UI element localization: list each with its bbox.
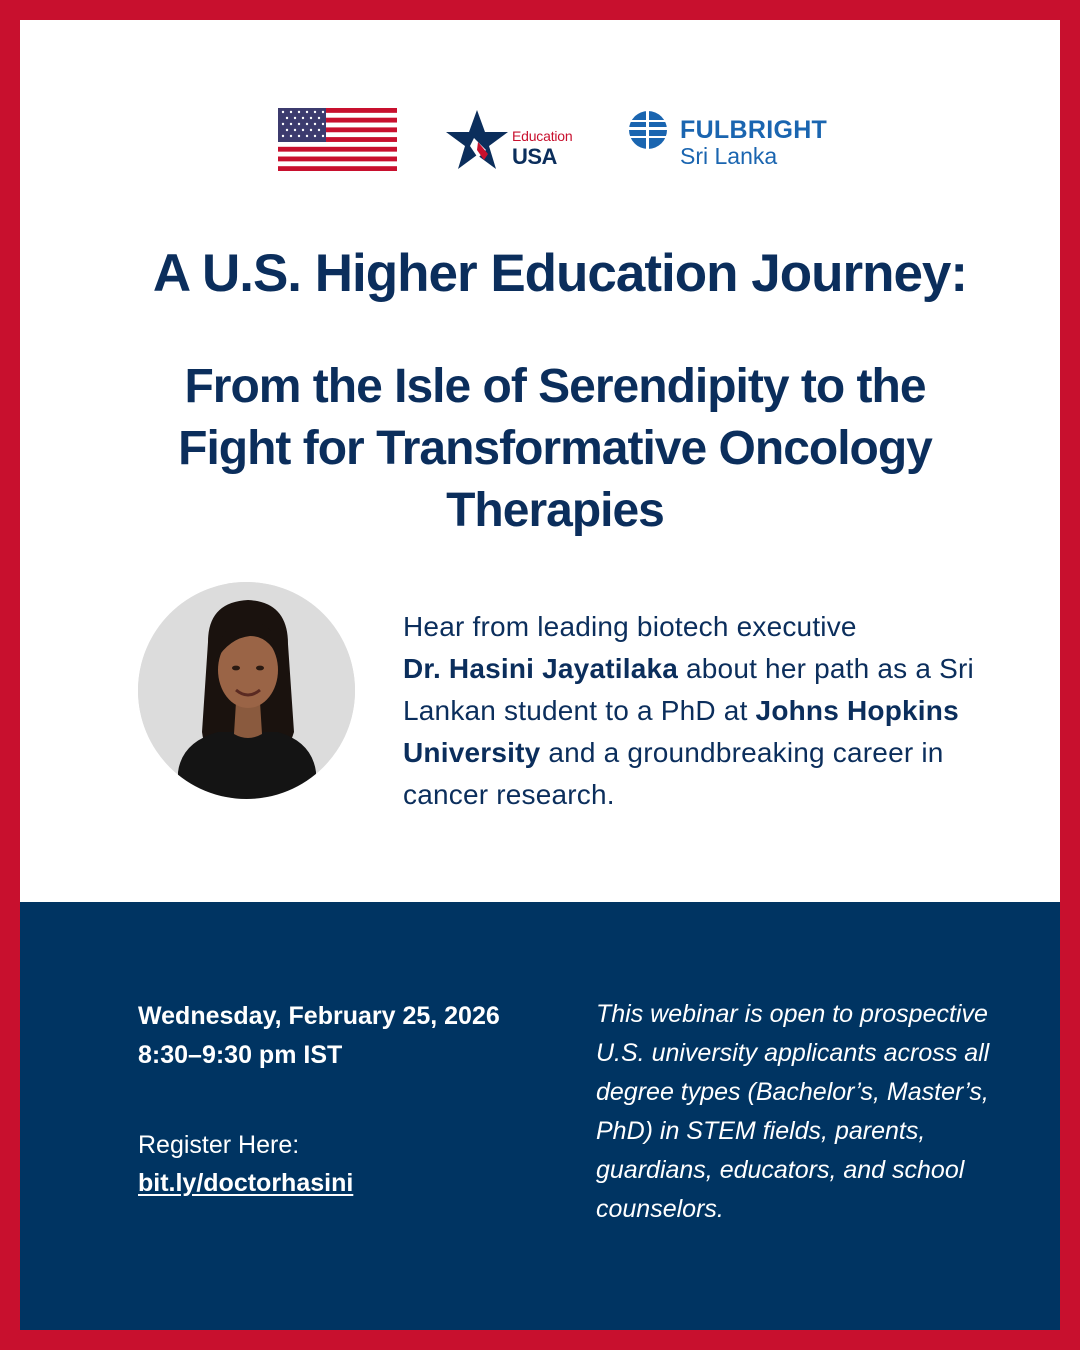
audience-note: This webinar is open to prospective U.S. university applicants across all degree types (Bachelor’s, Master’s, PhD) in STEM fields, parents, guardians, educators, and school counselors. bbox=[596, 1000, 990, 1223]
event-time: 8:30–9:30 pm IST bbox=[138, 1041, 343, 1069]
page-title: A U.S. Higher Education Journey: bbox=[152, 244, 968, 303]
event-date: Wednesday, February 25, 2026 bbox=[138, 1002, 500, 1030]
subtitle-line-1: From the Isle of Serendipity to the bbox=[184, 360, 926, 413]
us-flag-icon bbox=[278, 108, 397, 171]
fulbright-name: FULBRIGHT bbox=[680, 116, 828, 144]
speaker-name: Dr. Hasini Jayatilaka bbox=[403, 653, 679, 684]
speaker-portrait-icon bbox=[138, 582, 355, 799]
speaker-university: Johns Hopkins University bbox=[403, 695, 959, 768]
fulbright-logo bbox=[628, 110, 858, 170]
poster-top-panel bbox=[20, 20, 1060, 902]
speaker-description bbox=[403, 606, 1003, 816]
fulbright-globe-icon bbox=[628, 110, 668, 150]
education-usa-star-icon bbox=[444, 108, 510, 172]
education-usa-logo bbox=[444, 108, 594, 178]
education-usa-line2: USA bbox=[512, 144, 557, 169]
speaker-photo bbox=[138, 582, 355, 799]
subtitle-line-3: Therapies bbox=[446, 484, 664, 537]
logo-row bbox=[20, 20, 1060, 220]
register-link[interactable]: bit.ly/doctorhasini bbox=[138, 1169, 354, 1197]
subtitle-line-2: Fight for Transformative Oncology bbox=[178, 422, 932, 475]
blurb-end: and a groundbreaking career in cancer research. bbox=[403, 737, 944, 810]
blurb-middle: about her path as a Sri Lankan student to a PhD at bbox=[403, 653, 974, 726]
fulbright-subtitle: Sri Lanka bbox=[680, 143, 778, 169]
blurb-intro: Hear from leading biotech executive bbox=[403, 611, 857, 642]
education-usa-line1: Education bbox=[512, 128, 573, 144]
event-datetime bbox=[138, 997, 558, 1075]
register-label: Register Here: bbox=[138, 1131, 300, 1159]
event-details-panel bbox=[20, 902, 1060, 1330]
page-subtitle bbox=[90, 356, 1020, 542]
